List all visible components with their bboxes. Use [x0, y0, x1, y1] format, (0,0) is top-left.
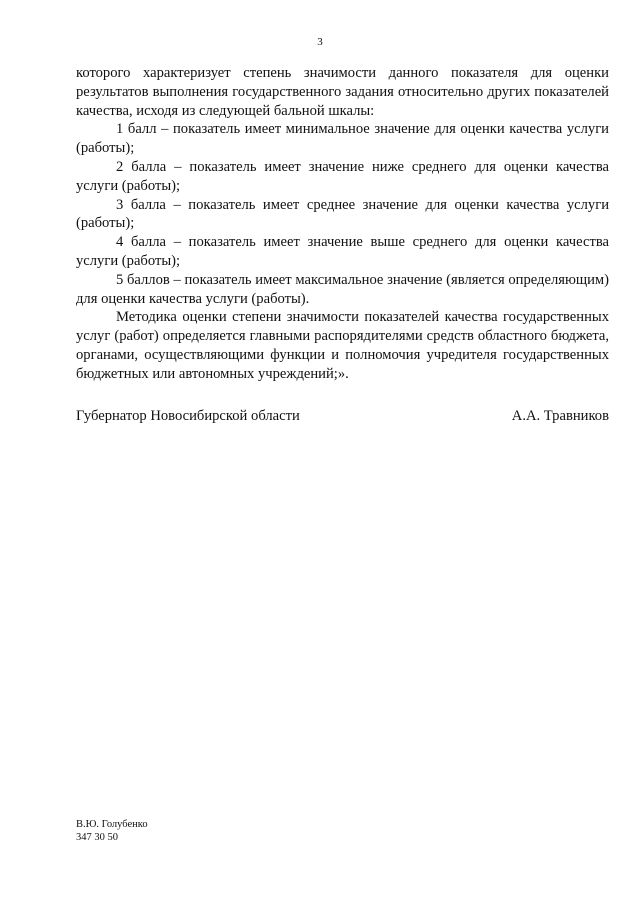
executor-block: [76, 818, 148, 844]
executor-name: В.Ю. Голубенко: [76, 819, 148, 830]
paragraph-score-4: 4 балла – показатель имеет значение выше среднего для оценки качества услуги (работы);: [76, 234, 609, 269]
paragraph-score-1: 1 балл – показатель имеет минимальное значение для оценки качества услуги (работы);: [76, 121, 609, 157]
paragraph-methodology: Методика оценки степени значимости показателей качества государственных услуг (работ) определяется главными распорядителями средств областного бюджета, органами, осуществляющими функции и полномочия учредителя государственных бюджетных или автономных учреждений;».: [76, 309, 609, 382]
paragraph-score-3: 3 балла – показатель имеет среднее значение для оценки качества услуги (работы);: [76, 196, 609, 232]
paragraph-score-5: 5 баллов – показатель имеет максимальное значение (является определяющим) для оценки качества услуги (работы).: [76, 271, 609, 307]
signature-block: [76, 408, 609, 425]
paragraph-continuation: которого характеризует степень значимости данного показателя для оценки результатов выполнения государственного задания относительно других показателей качества, исходя из следующей бальной шкалы:: [76, 65, 609, 119]
signatory-position: Губернатор Новосибирской области: [76, 408, 300, 424]
paragraph-score-2: 2 балла – показатель имеет значение ниже среднего для оценки качества услуги (работы);: [76, 158, 609, 194]
page-number: 3: [317, 36, 323, 48]
document-body: [76, 64, 609, 384]
signatory-name: А.А. Травников: [511, 408, 609, 424]
executor-phone: 347 30 50: [76, 832, 118, 843]
